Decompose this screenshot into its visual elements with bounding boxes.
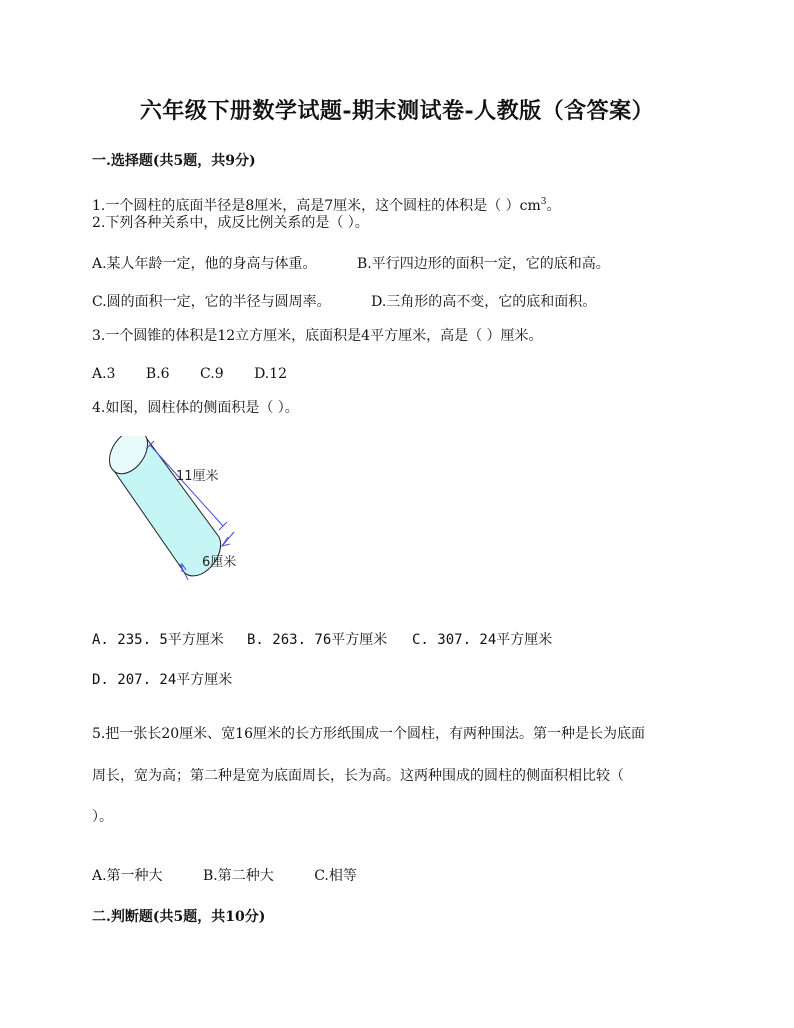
question-5-line-2: 周长，宽为高；第二种是宽为底面周长，长为高。这两种围成的圆柱的侧面积相比较（ (92, 768, 624, 784)
section-heading-judge: 二.判断题(共5题，共10分) (92, 909, 266, 925)
diameter-label: 6厘米 (202, 555, 237, 570)
question-2-option-a: A.某人年龄一定，他的身高与体重。 (92, 256, 317, 272)
question-2-option-b: B.平行四边形的面积一定，它的底和高。 (357, 256, 610, 272)
question-4-option-d: D. 207. 24平方厘米 (92, 672, 233, 688)
question-1-text: 1.一个圆柱的底面半径是8厘米，高是7厘米，这个圆柱的体积是（ ）cm (92, 198, 541, 214)
question-4-option-b: B. 263. 76平方厘米 (247, 632, 388, 648)
page-title: 六年级下册数学试题-期末测试卷-人教版（含答案） (139, 98, 655, 124)
question-1 (92, 193, 560, 215)
question-4-option-a: A. 235. 5平方厘米 (92, 632, 224, 648)
question-5-option-c: C.相等 (314, 868, 357, 884)
question-3-option-b: B.6 (145, 366, 170, 382)
question-2-options-row-1 (92, 253, 646, 273)
question-3-option-d: D.12 (254, 366, 288, 382)
question-5-line-1: 5.把一张长20厘米、宽16厘米的长方形纸围成一个圆柱，有两种围法。第一种是长为底面 (92, 726, 645, 742)
question-1-superscript: 3 (540, 197, 547, 207)
question-3: 3.一个圆锥的体积是12立方厘米，底面积是4平方厘米，高是（ ）厘米。 (92, 328, 543, 344)
question-3-option-c: C.9 (200, 366, 224, 382)
question-4: 4.如图，圆柱体的侧面积是（ ）。 (92, 400, 299, 416)
question-3-options (92, 366, 313, 382)
question-3-option-a: A.3 (92, 366, 116, 382)
question-5-option-a: A.第一种大 (92, 868, 163, 884)
question-1-end: 。 (546, 198, 561, 214)
question-5-line-3: ）。 (92, 809, 113, 825)
question-2-options-row-2 (92, 291, 632, 311)
question-2-option-d: D.三角形的高不变，它的底和面积。 (371, 294, 597, 310)
section-heading-choice: 一.选择题(共5题，共9分) (92, 153, 256, 169)
question-2: 2.下列各种关系中，成反比例关系的是（ ）。 (92, 215, 369, 231)
length-label: 11厘米 (176, 469, 219, 484)
question-5-option-b: B.第二种大 (203, 868, 274, 884)
question-4-option-c: C. 307. 24平方厘米 (412, 632, 553, 648)
question-4-options-row-1 (92, 629, 552, 649)
cylinder-diagram (90, 436, 270, 586)
question-5-options (92, 865, 393, 885)
question-2-option-c: C.圆的面积一定，它的半径与圆周率。 (92, 294, 331, 310)
